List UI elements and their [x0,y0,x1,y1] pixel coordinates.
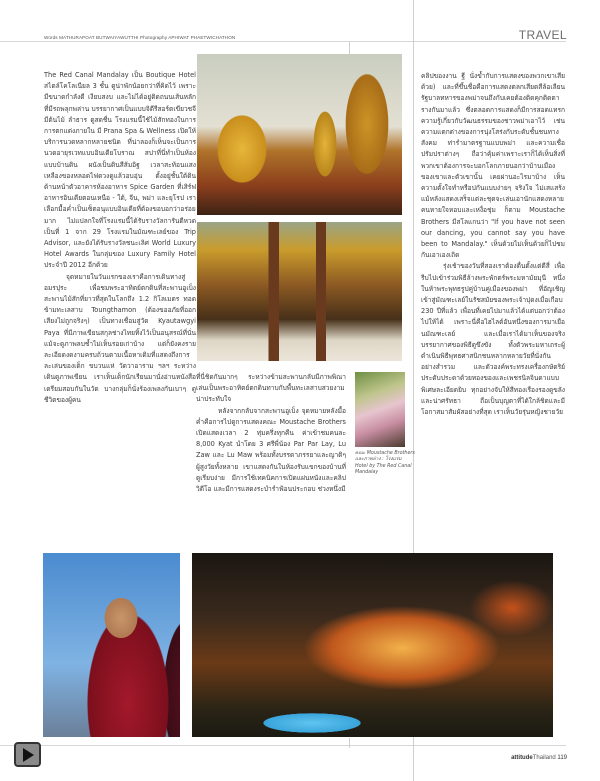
hotel-night-photo [192,553,553,737]
photo-caption: คณะ Moustache Brothers และภาพล่าง : โรงแรม Hotel by The Red Canal Mandalay [355,451,415,476]
section-title: TRAVEL [518,28,567,42]
footer-rule [0,745,566,746]
golden-pagoda-photo [197,54,402,215]
byline-credits: Words MATHURAPOAT BUTWAIYAWUTTHI Photography APHIWAT PHAETWICHATHON [44,35,236,40]
article-column-2 [196,372,346,495]
moustache-brothers-photo [355,372,405,447]
paragraph: รุ่งเช้าของวันที่สองเราต้องตื่นตั้งแต่ตีสี่ เพื่อรีบไปเข้าร่วมพิธีล้างพระพักตร์พระมหามัยมุนี หนึ่งในห้าพระพุทธรูปคู่บ้านคู่เมืองของพม่า ที่อัญเชิญเข้าสู่มัณฑะเลย์ในรัชสมัยของพระเจ้าปุดงเมื่อเกือบ 230 ปีที่แล้ว เพื่อนที่เคยไปมาแล้วได้แต่บอกว่าต้องไปให้ได้ เพราะนี่คือไฮไลต์อันหนึ่งของการมาเยือนมัณฑะเลย์ และเมื่อเราได้มาเห็นของจริง บรรยากาศของพิธีดูขึงขัง ทั้งตัวพระมหาเถระผู้ดำเนินพิธีพุทธศาสนิกชนหลากหลายวัยที่นั่งกันอย่างสำรวม และตัวองค์พระทรงเครื่องกษัตริย์ประดับประดาด้วยทองของและเพชรนิลจินดาแบบพิเศษละเอียดยิบ ทุกอย่างจับให้สีทองเรืองรองดูขลังและน่าศรัทธา ถือเป็นบุญตาที่ได้ใกล้ชิดและมีโอกาสมาสัมผัสอย่างที่สุด เราเห็นวัยรุ่นหญิงชายวัย [421,262,565,417]
header-rule [0,41,566,42]
paragraph: หลังจากกลับจากสะพานอูเบ็ง จุดหมายหลังมื้อค่ำคือการไปดูการแสดงคณะ Moustache Brothers เปิดแสดงเวลา 2 ทุ่มครึ่งทุกคืน ค่าเข้าชมคนละ 8,000 Kyat นำโดย 3 ศรีพี่น้อง Par Par Lay, Lu Zaw และ Lu Maw พร้อมทั้งบรรดาภรรยาและญาติๆ ผู้สูงวัยทั้งหลาย เขาแสดงกันในห้องรับแขกของบ้านที่ดูเรียบง่าย มีการใช้เทคนิคการเปิดแผ่นหนังและคลิปวิดีโอ และมีการแสดงระบำรำฟ้อนประกอบ ช่วงหนึ่งมี [196,406,346,494]
paragraph: คลิปของงาน ฐี นั่งข้ำกับการแสดงของพวกเขาเสียด้วย) และที่ขึ้นชื่อคือการแสดงตลกเสียดสีล้อเลียนรัฐบาลทหารของพม่าจนถึงกับเคยต้องติดคุกติดตารางกันมาแล้ว ซึ่งตลอดการแสดงก็มีการสอดแทรกความรู้เกี่ยวกับวัฒนธรรมของชาวพม่าเอาไว้ เช่น ความแตกต่างของการนุ่งโสร่งกับระดับชั้นชนทางสังคม ท่ารำมาตรฐานแบบพม่า และความเชื่อปรัมปราต่างๆ ถือว่าคุ้มค่าเพราะเราก็ได้เห็นสิ่งที่พวกเขาต้องการจะบอกโลกภายนอกว่าบ้านเมืองของเขาและตัวเขานั้น เคยผ่านอะไรมาบ้าง เห็นความตั้งใจทำหรือปกันแบบง่ายๆ จริงใจ ไม่เสแสร้ง แม้หลังแสดงเสร็จแต่ละชุดจะเล่นเอานักแสดงหลายคนหายใจหอบและเหงื่อชุ่ม ก็ตาม Moustache Brothers มีสโลแกนว่า "If you have not seen our dancing, you cannot say you have been to Mandalay." เห็นด้วยไม่เห็นด้วยก็ไปชมกันเอาเองเถิด [421,72,565,260]
magazine-brand-suffix: Thailand [532,755,556,761]
gutter-rule-bottom [349,738,350,748]
play-icon [23,748,34,762]
temple-courtyard-photo [197,222,402,361]
paragraph: The Red Canal Mandalay เป็น Boutique Hotel สไตล์โคโลเนียล 3 ชั้น ดูน่าพักน้อยกว่าที่คิดไว้ เพราะมีขนาดกำลังดี เงียบสงบ และไม่ได้อยู่ติดถนนเส้นหลักที่มีรถพลุกพล่าน บรรยากาศเป็นแบบจิตีรีสอร์ตเขียวชจี มีต้นไม้ ลำธาร ดูสดชื่น โรงแรมนี้ใช้ไม้สักทองในการการตกแต่งภายใน มี Prana Spa & Wellness เปิดให้บริการนวดหลากหลายชนิด ที่น่าลองก็เห็นจะเป็นการนวดอายุรเวทแบบอินเดียโบราณ สปาที่นี่ทำเป็นห้องแบบบ้านดิน ผนังเป็นดินสีส้มอิฐ เวลาสะท้อนแสงเหลืองของหลอดไฟดวงดูแล้วอบอุ่น ตั้งอยู่ชั้นใต้ดินด้านหน้าตัวอาคารห้องอาหาร Spice Garden ที่เสิร์ฟอาหารอินเดียตอนเหนือ - ใต้, จีน, พม่า และยุโรป เราเลือกมื้อค่ำเป็นเซ็ตอนุแบบอินเดียที่ต้องขอบอกว่าอร่อยมาก ไม่แปลกใจที่โรงแรมนี้ได้รับรางวัลการันตีหวดเป็นที่ 1 จาก 29 โรงแรมในมัณฑะเลย์ของ Trip Advisor, และยังได้รับรางวัลชนะเลิศ World Luxury Hotel Awards ในกลุ่มของ Luxury Family Hotel ประจำปี 2012 อีกด้วย [44,71,196,270]
play-button[interactable] [14,742,41,767]
page-folio [511,755,567,761]
young-monks-photo [43,553,180,737]
paragraph: ที่นี่ชิดกันมากๆ ระหว่างข้ามสะพานกลับมีภาพพิณาเล่นเป็นพระอาทิตย์ตกดินทาบกับพื้นทะเลสาบสวยงามน่าประทับใจ [196,373,346,404]
paragraph: จุดหมายในวันแรกของเราคือการเดินทางสู่อมรปุระ เพื่อชมพระอาทิตย์ตกดินที่สะพานอูเบ็ง สะพานไม้สักที่ยาวที่สุดในโลกถึง 1.2 กิโลเมตร ทอดข้ามทะเลสาบ Toungthamon (ต้องขออภัยที่ออกเสียงไม่ถูกจริงๆ) เป็นทางเชื่อมสู่วัด Kyautawgyi Paya ที่มีภาพเขียนสกุลช่างไทยทิ้งไว้เป็นอนุสรณ์ที่นั่น แม้จะดูภาพลบช้ำไม่เห็นรอยเก่าบ้าง แต่ก็ยังคงรายละเอียดงดงามครบถ้วนตามเนื้อหาเดิมที่แสดงถึงการละเล่นของเด็ก ขบวนแห่ วัดวาอาราม ฯลฯ ระหว่างเดินดูภาพเขียน เราเห็นเด็กนักเรียนมานั่งอ่านหนังสือเตรียมสอบกันในวัด บางกลุ่มก็นั่งร้องเพลงกันเบาๆ ดูชีวิตของผู้คน [44,272,196,404]
article-column-3 [421,71,565,418]
page-number: 119 [557,755,567,761]
article-column-1 [44,70,196,406]
magazine-brand: attitude [511,755,533,761]
